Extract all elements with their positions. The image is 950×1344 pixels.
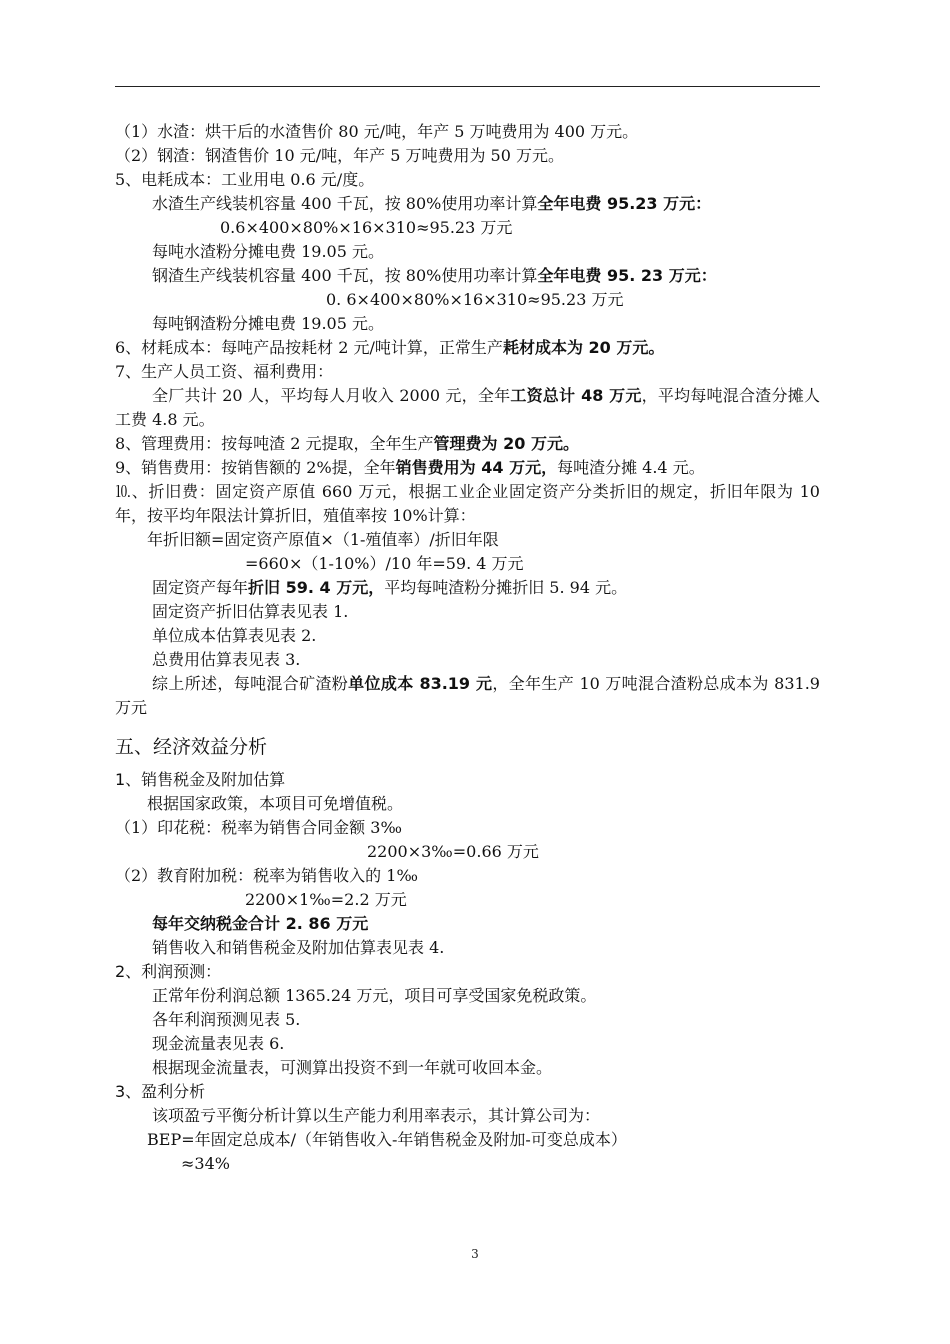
text-line: （2）教育附加税：税率为销售收入的 1‰	[115, 866, 418, 885]
text-span: ，全年生产 10 万吨混合渣粉总成本为 831.9 万元	[115, 674, 820, 717]
formula-line: BEP=年固定总成本/（年销售收入-年销售税金及附加-可变总成本）	[147, 1130, 627, 1149]
text-span: 全厂共计 20 人，平均每人月收入 2000 元，全年	[152, 386, 511, 405]
formula-line: 0. 6×400×80%×16×310≈95.23 万元	[326, 290, 624, 309]
text-paragraph: ⒑、折旧费：固定资产原值 660 万元，根据工业企业固定资产分类折旧的规定，折旧年限为 10 年，按平均年限法计算折旧，殖值率按 10%计算：	[115, 482, 820, 525]
page-body	[115, 120, 820, 1176]
bold-span: 全年电费 95. 23 万元：	[537, 266, 717, 285]
text-line	[115, 264, 820, 288]
text-paragraph	[115, 384, 820, 432]
text-span: 8、管理费用：按每吨渣 2 元提取，全年生产	[115, 434, 434, 453]
section-heading: 五、经济效益分析	[115, 736, 268, 758]
text-span: ，平均每吨混合渣分摊人工费 4.8 元。	[115, 386, 820, 429]
text-line: 单位成本估算表见表 2.	[152, 626, 317, 645]
subsection-heading: 3、盈利分析	[115, 1082, 206, 1101]
text-line	[115, 576, 820, 600]
text-paragraph	[115, 672, 820, 720]
text-span: 每吨渣分摊 4.4 元。	[557, 458, 705, 477]
text-line: 该项盈亏平衡分析计算以生产能力利用率表示，其计算公司为：	[152, 1106, 601, 1125]
text-line: （2）钢渣：钢渣售价 10 元/吨，年产 5 万吨费用为 50 万元。	[115, 146, 564, 165]
text-line: （1）印花税：税率为销售合同金额 3‰	[115, 818, 402, 837]
formula-line: 0.6×400×80%×16×310≈95.23 万元	[220, 218, 513, 237]
text-line: 根据国家政策，本项目可免增值税。	[147, 794, 404, 813]
text-line	[115, 336, 820, 360]
subsection-heading: 1、销售税金及附加估算	[115, 770, 286, 789]
bold-span: 全年电费 95.23 万元：	[537, 194, 712, 213]
bold-span: 管理费为 20 万元。	[433, 434, 579, 453]
text-line: 根据现金流量表，可测算出投资不到一年就可收回本金。	[152, 1058, 553, 1077]
text-span: 平均每吨渣粉分摊折旧 5. 94 元。	[384, 578, 628, 597]
text-line	[115, 456, 820, 480]
bold-span: 耗材成本为 20 万元。	[502, 338, 665, 357]
header-rule	[115, 86, 820, 87]
text-line: 销售收入和销售税金及附加估算表见表 4.	[152, 938, 445, 957]
formula-line: 2200×3‰=0.66 万元	[367, 842, 539, 861]
formula-line: 2200×1‰=2.2 万元	[245, 890, 407, 909]
text-span: 钢渣生产线装机容量 400 千瓦，按 80%使用功率计算	[152, 266, 538, 285]
bold-line: 每年交纳税金合计 2. 86 万元	[152, 914, 369, 933]
text-span: 9、销售费用：按销售额的 2%提，全年	[115, 458, 396, 477]
bold-span: 折旧 59. 4 万元，	[248, 578, 385, 597]
text-line: 每吨水渣粉分摊电费 19.05 元。	[152, 242, 384, 261]
text-line	[115, 432, 820, 456]
text-span: 综上所述，每吨混合矿渣粉	[152, 674, 349, 693]
text-span: 水渣生产线装机容量 400 千瓦，按 80%使用功率计算	[152, 194, 538, 213]
text-line: 7、生产人员工资、福利费用：	[115, 362, 334, 381]
text-line: （1）水渣：烘干后的水渣售价 80 元/吨，年产 5 万吨费用为 400 万元。	[115, 122, 639, 141]
text-span: 固定资产每年	[152, 578, 249, 597]
formula-line: 年折旧额=固定资产原值×（1-殖值率）/折旧年限	[147, 530, 499, 549]
text-line: 正常年份利润总额 1365.24 万元，项目可享受国家免税政策。	[152, 986, 597, 1005]
text-line	[115, 192, 820, 216]
formula-line: ≈34%	[181, 1154, 230, 1173]
text-line: 总费用估算表见表 3.	[152, 650, 301, 669]
text-line: 5、电耗成本：工业用电 0.6 元/度。	[115, 170, 375, 189]
bold-span: 工资总计 48 万元	[510, 386, 642, 405]
text-line: 现金流量表见表 6.	[152, 1034, 285, 1053]
bold-span: 销售费用为 44 万元，	[395, 458, 558, 477]
page-number: 3	[471, 1247, 479, 1261]
formula-line: =660×（1-10%）/10 年=59. 4 万元	[245, 554, 524, 573]
bold-span: 单位成本 83.19 元	[348, 674, 493, 693]
subsection-heading: 2、利润预测：	[115, 962, 222, 981]
text-line: 每吨钢渣粉分摊电费 19.05 元。	[152, 314, 384, 333]
text-line: 各年利润预测见表 5.	[152, 1010, 301, 1029]
text-span: 6、材耗成本：每吨产品按耗材 2 元/吨计算，正常生产	[115, 338, 503, 357]
text-line: 固定资产折旧估算表见表 1.	[152, 602, 349, 621]
